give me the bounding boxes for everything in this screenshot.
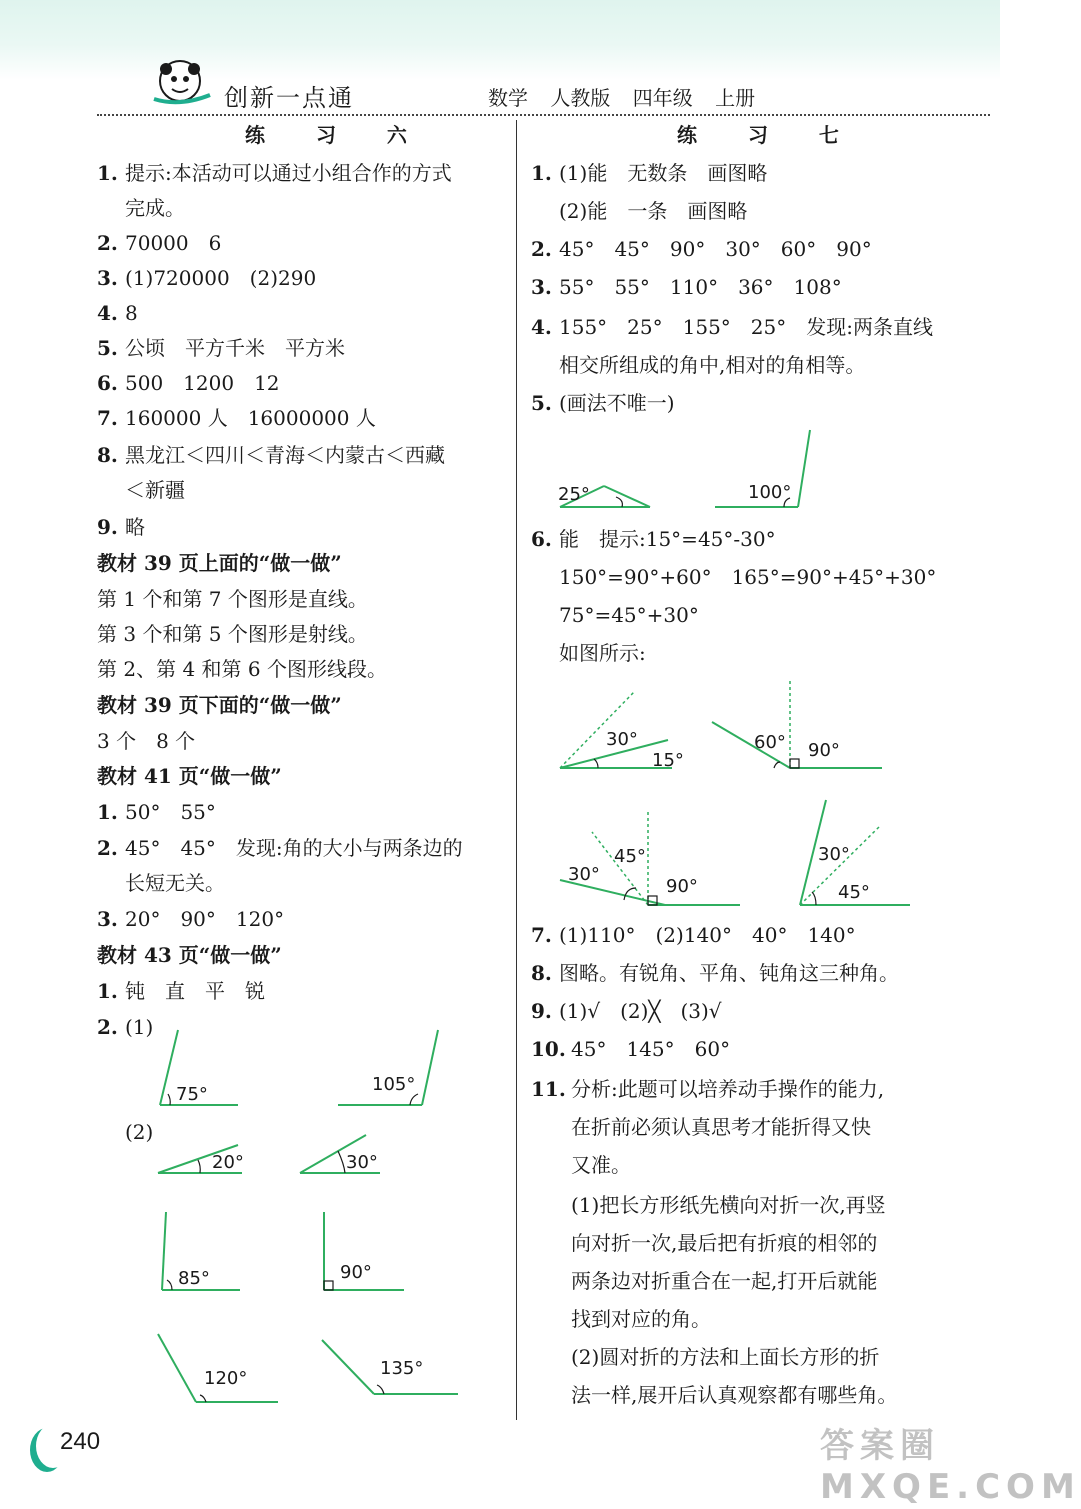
angle-label: 105° bbox=[372, 1074, 416, 1095]
answer-line: 法一样,展开后认真观察都有哪些角。 bbox=[571, 1383, 898, 1407]
answer-line: 6. 500 1200 12 bbox=[97, 371, 280, 395]
answer-line: 第 1 个和第 7 个图形是直线。 bbox=[97, 587, 368, 611]
watermark-text: 答案圈 MXQE.COM bbox=[820, 1426, 1081, 1507]
section-heading: 教材 43 页“做一做” bbox=[97, 943, 282, 967]
answer-line: 3. (1)720000 (2)290 bbox=[97, 266, 317, 290]
answer-line: (2)圆对折的方法和上面长方形的折 bbox=[571, 1345, 880, 1369]
answer-line: 相交所组成的角中,相对的角相等。 bbox=[559, 353, 866, 377]
answer-line: 第 2、第 4 和第 6 个图形线段。 bbox=[97, 657, 387, 681]
answer-line: 两条边对折重合在一起,打开后就能 bbox=[571, 1269, 878, 1293]
answer-line: 8. 黑龙江＜四川＜青海＜内蒙古＜西藏 bbox=[97, 443, 445, 467]
answer-line: 5. 公顷 平方千米 平方米 bbox=[97, 336, 345, 360]
angle-label: 30° bbox=[606, 729, 638, 750]
left-title: 练 习 六 bbox=[245, 123, 429, 147]
angle-label: 30° bbox=[818, 844, 850, 865]
angle-label: 45° bbox=[838, 882, 870, 903]
answer-line: 长短无关。 bbox=[125, 871, 225, 895]
angle-label: 75° bbox=[176, 1084, 208, 1105]
answer-line: (1)把长方形纸先横向对折一次,再竖 bbox=[571, 1193, 886, 1217]
answer-line: 7. 160000 人 16000000 人 bbox=[97, 406, 376, 430]
angle-label: 15° bbox=[652, 750, 684, 771]
answer-line: 11. 分析:此题可以培养动手操作的能力, bbox=[531, 1077, 885, 1101]
section-heading: 教材 39 页上面的“做一做” bbox=[97, 551, 342, 575]
angle-label: 60° bbox=[754, 732, 786, 753]
answer-line: 150°=90°+60° 165°=90°+45°+30° bbox=[559, 565, 937, 589]
angle-label: 120° bbox=[204, 1368, 248, 1389]
answer-line: 1. 提示:本活动可以通过小组合作的方式 bbox=[97, 161, 452, 185]
answer-line: 3 个 8 个 bbox=[97, 729, 196, 753]
angle-label: 100° bbox=[748, 482, 792, 503]
answer-line: 3. 20° 90° 120° bbox=[97, 907, 285, 931]
answer-line: 1. 钝 直 平 锐 bbox=[97, 979, 265, 1003]
answer-line: 10. 45° 145° 60° bbox=[531, 1037, 731, 1061]
answer-line: 2. (1) bbox=[97, 1015, 154, 1039]
answer-line: 6. 能 提示:15°=45°-30° bbox=[531, 527, 776, 551]
answer-line: 9. 略 bbox=[97, 515, 145, 539]
brand-title: 创新一点通 bbox=[224, 84, 354, 112]
angle-label: 90° bbox=[666, 876, 698, 897]
answer-line: 5. (画法不唯一) bbox=[531, 391, 675, 415]
page-number: 240 bbox=[60, 1428, 101, 1455]
angle-label: 90° bbox=[808, 740, 840, 761]
watermark bbox=[820, 1418, 1081, 1507]
answer-line: 7. (1)110° (2)140° 40° 140° bbox=[531, 923, 856, 947]
answer-line: 1. 50° 55° bbox=[97, 800, 216, 824]
answer-line: 75°=45°+30° bbox=[559, 603, 699, 627]
answer-line: 2. 70000 6 bbox=[97, 231, 222, 255]
section-heading: 教材 41 页“做一做” bbox=[97, 764, 282, 788]
answer-line: 在折前必须认真思考才能折得又快 bbox=[571, 1115, 871, 1139]
answer-line: 8. 图略。有锐角、平角、钝角这三种角。 bbox=[531, 961, 899, 985]
answer-line: 找到对应的角。 bbox=[571, 1307, 711, 1331]
right-title: 练 习 七 bbox=[677, 123, 861, 147]
answer-line: 1. (1)能 无数条 画图略 bbox=[531, 161, 768, 185]
answer-line: 完成。 bbox=[125, 196, 185, 220]
answer-line: 4. 155° 25° 155° 25° 发现:两条直线 bbox=[531, 315, 933, 339]
angle-label: 20° bbox=[212, 1152, 244, 1173]
answer-line: 2. 45° 45° 发现:角的大小与两条边的 bbox=[97, 836, 463, 860]
section-heading: 教材 39 页下面的“做一做” bbox=[97, 693, 342, 717]
answer-line: 4. 8 bbox=[97, 301, 138, 325]
angle-label: 90° bbox=[340, 1262, 372, 1283]
answer-line: 9. (1)√ (2)╳ (3)√ bbox=[531, 999, 722, 1023]
answer-line: 如图所示: bbox=[559, 641, 646, 665]
angle-label: 25° bbox=[558, 484, 590, 505]
angle-label: 45° bbox=[614, 846, 646, 867]
answer-line: ＜新疆 bbox=[125, 478, 185, 502]
answer-line: 第 3 个和第 5 个图形是射线。 bbox=[97, 622, 368, 646]
angle-label: 30° bbox=[568, 864, 600, 885]
book-subject: 数学 人教版 四年级 上册 bbox=[488, 86, 756, 110]
answer-line: 3. 55° 55° 110° 36° 108° bbox=[531, 275, 842, 299]
angle-label: 85° bbox=[178, 1268, 210, 1289]
answer-line: 又准。 bbox=[571, 1153, 631, 1177]
answer-line: 2. 45° 45° 90° 30° 60° 90° bbox=[531, 237, 872, 261]
angle-label: 135° bbox=[380, 1358, 424, 1379]
answer-line: (2)能 一条 画图略 bbox=[559, 199, 748, 223]
part-label: (2) bbox=[125, 1120, 154, 1144]
angle-label: 30° bbox=[346, 1152, 378, 1173]
answer-line: 向对折一次,最后把有折痕的相邻的 bbox=[571, 1231, 878, 1255]
